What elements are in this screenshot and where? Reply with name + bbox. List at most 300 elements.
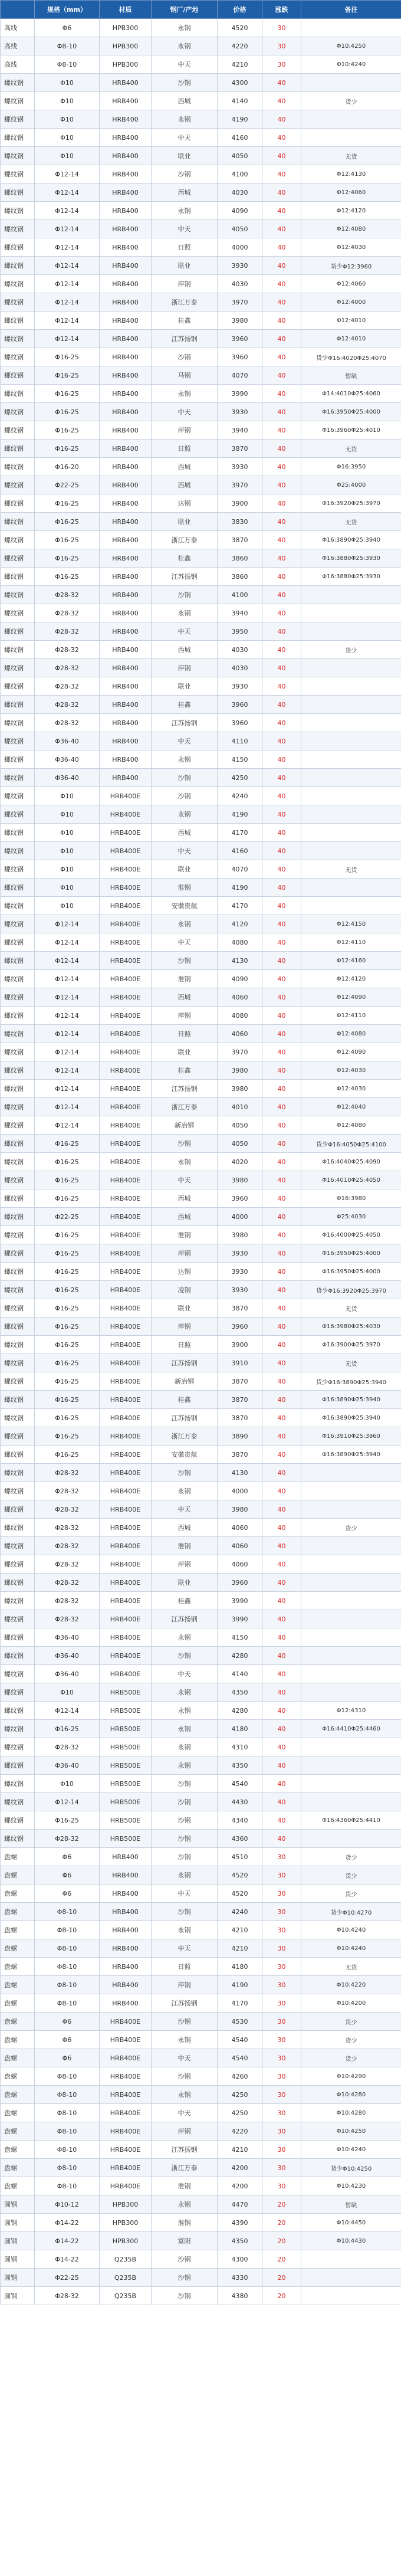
cell-material: HRB400E — [100, 2122, 152, 2141]
cell-mill: 沙钢 — [152, 1775, 218, 1793]
cell-change: 40 — [262, 1208, 301, 1226]
cell-change: 40 — [262, 696, 301, 714]
cell-mill: 西城 — [152, 183, 218, 202]
cell-spec: Φ36-40 — [35, 750, 100, 769]
cell-change: 40 — [262, 1683, 301, 1702]
cell-price: 3870 — [218, 1391, 262, 1409]
table-row — [1, 1427, 401, 1446]
cell-price: 3980 — [218, 312, 262, 330]
cell-change: 40 — [262, 1830, 301, 1848]
table-row — [1, 1647, 401, 1665]
cell-material: HRB400E — [100, 933, 152, 952]
cell-note: Φ16:3880Φ25:3930 — [301, 549, 401, 568]
cell-variety: 螺纹钢 — [1, 1189, 35, 1208]
cell-price: 4100 — [218, 586, 262, 604]
cell-price: 3990 — [218, 1610, 262, 1628]
table-row — [1, 1555, 401, 1574]
cell-material: HRB400 — [100, 183, 152, 202]
cell-note: Φ16:3900Φ25:3970 — [301, 1336, 401, 1354]
table-row — [1, 1226, 401, 1244]
cell-variety: 螺纹钢 — [1, 1665, 35, 1683]
table-row — [1, 1811, 401, 1830]
cell-mill: 中天 — [152, 732, 218, 750]
cell-variety: 螺纹钢 — [1, 1555, 35, 1574]
cell-material: HRB400 — [100, 366, 152, 385]
cell-variety: 螺纹钢 — [1, 348, 35, 366]
cell-price: 3890 — [218, 1427, 262, 1446]
cell-material: HRB400E — [100, 2141, 152, 2159]
cell-material: HRB400 — [100, 1866, 152, 1885]
cell-note: Φ12:4120 — [301, 970, 401, 988]
cell-mill: 永钢 — [152, 2195, 218, 2214]
cell-mill: 联业 — [152, 1043, 218, 1061]
cell-material: HRB400E — [100, 1281, 152, 1299]
cell-note: Φ12:4080 — [301, 1025, 401, 1043]
cell-price: 4020 — [218, 1153, 262, 1171]
table-row — [1, 677, 401, 696]
cell-note: Φ12:4090 — [301, 988, 401, 1007]
cell-material: HRB400E — [100, 2086, 152, 2104]
cell-mill: 江苏扬钢 — [152, 2141, 218, 2159]
cell-spec: Φ12-14 — [35, 1025, 100, 1043]
cell-price: 4050 — [218, 147, 262, 165]
cell-price: 4060 — [218, 1555, 262, 1574]
cell-mill: 中天 — [152, 1665, 218, 1683]
cell-material: HRB400E — [100, 1446, 152, 1464]
cell-price: 4010 — [218, 1098, 262, 1116]
cell-price: 3930 — [218, 1281, 262, 1299]
cell-change: 40 — [262, 330, 301, 348]
cell-note — [301, 2269, 401, 2287]
cell-spec: Φ16-25 — [35, 1263, 100, 1281]
cell-mill: 中天 — [152, 1885, 218, 1903]
cell-variety: 高线 — [1, 19, 35, 37]
cell-change: 40 — [262, 1025, 301, 1043]
cell-material: HRB400 — [100, 165, 152, 183]
cell-material: HRB400 — [100, 238, 152, 257]
cell-variety: 螺纹钢 — [1, 1756, 35, 1775]
cell-note: Φ10:4450 — [301, 2214, 401, 2232]
cell-spec: Φ16-25 — [35, 1153, 100, 1171]
cell-note: Φ16:3890Φ25:3940 — [301, 1409, 401, 1427]
cell-material: HRB400E — [100, 805, 152, 824]
cell-spec: Φ28-32 — [35, 1537, 100, 1555]
table-row — [1, 842, 401, 860]
table-row — [1, 1921, 401, 1939]
cell-spec: Φ10 — [35, 824, 100, 842]
cell-material: HRB400E — [100, 897, 152, 915]
cell-price: 4350 — [218, 1756, 262, 1775]
cell-price: 3910 — [218, 1354, 262, 1372]
cell-material: HRB400E — [100, 1665, 152, 1683]
cell-note: Φ10:4280 — [301, 2086, 401, 2104]
cell-spec: Φ16-25 — [35, 1135, 100, 1153]
cell-mill: 沙钢 — [152, 74, 218, 92]
cell-price: 4170 — [218, 897, 262, 915]
cell-change: 30 — [262, 1848, 301, 1866]
cell-price: 3980 — [218, 1226, 262, 1244]
cell-note: Φ10:4200 — [301, 1994, 401, 2013]
cell-change: 40 — [262, 933, 301, 952]
cell-mill: 江苏扬钢 — [152, 1409, 218, 1427]
cell-change: 40 — [262, 275, 301, 293]
cell-price: 4250 — [218, 2086, 262, 2104]
cell-mill: 永钢 — [152, 750, 218, 769]
cell-change: 30 — [262, 1976, 301, 1994]
cell-material: HRB400 — [100, 74, 152, 92]
table-row — [1, 129, 401, 147]
cell-spec: Φ10 — [35, 842, 100, 860]
cell-variety: 螺纹钢 — [1, 1464, 35, 1482]
table-body — [1, 19, 401, 2305]
table-header-row — [1, 1, 401, 19]
cell-change: 40 — [262, 1720, 301, 1738]
cell-mill: 沙钢 — [152, 769, 218, 787]
cell-note — [301, 805, 401, 824]
table-row — [1, 1994, 401, 2013]
cell-variety: 螺纹钢 — [1, 622, 35, 641]
cell-material: HRB400 — [100, 220, 152, 238]
cell-spec: Φ10 — [35, 879, 100, 897]
cell-spec: Φ10 — [35, 897, 100, 915]
cell-spec: Φ16-25 — [35, 1427, 100, 1446]
cell-material: HRB400 — [100, 1848, 152, 1866]
cell-change: 40 — [262, 220, 301, 238]
cell-variety: 螺纹钢 — [1, 732, 35, 750]
cell-note: 货少Φ16:3890Φ25:3940 — [301, 1372, 401, 1391]
cell-mill: 沙钢 — [152, 1793, 218, 1811]
cell-change: 20 — [262, 2232, 301, 2250]
cell-spec: Φ16-25 — [35, 1226, 100, 1244]
cell-material: HRB400E — [100, 1080, 152, 1098]
table-row — [1, 421, 401, 440]
cell-change: 40 — [262, 1427, 301, 1446]
cell-spec: Φ28-32 — [35, 1482, 100, 1500]
cell-material: HRB400E — [100, 1610, 152, 1628]
cell-note: Φ16:3980 — [301, 1189, 401, 1208]
cell-note: Φ12:4080 — [301, 1116, 401, 1135]
cell-spec: Φ28-32 — [35, 1738, 100, 1756]
cell-price: 4120 — [218, 915, 262, 933]
table-row — [1, 2287, 401, 2305]
cell-price: 3960 — [218, 714, 262, 732]
cell-note — [301, 19, 401, 37]
table-row — [1, 897, 401, 915]
cell-note: Φ12:4090 — [301, 1043, 401, 1061]
cell-price: 3990 — [218, 385, 262, 403]
cell-variety: 螺纹钢 — [1, 1135, 35, 1153]
cell-variety: 螺纹钢 — [1, 568, 35, 586]
cell-price: 4070 — [218, 366, 262, 385]
cell-spec: Φ16-25 — [35, 348, 100, 366]
table-row — [1, 1318, 401, 1336]
cell-note: 无货 — [301, 1958, 401, 1976]
cell-spec: Φ16-25 — [35, 1720, 100, 1738]
cell-change: 40 — [262, 1519, 301, 1537]
cell-change: 40 — [262, 1610, 301, 1628]
cell-mill: 沙钢 — [152, 1848, 218, 1866]
cell-price: 4060 — [218, 988, 262, 1007]
cell-variety: 螺纹钢 — [1, 1116, 35, 1135]
cell-material: HRB400 — [100, 513, 152, 531]
table-row — [1, 1391, 401, 1409]
table-row — [1, 1939, 401, 1958]
table-row — [1, 1537, 401, 1555]
cell-mill: 桂鑫 — [152, 696, 218, 714]
cell-spec: Φ12-14 — [35, 275, 100, 293]
cell-spec: Φ8-10 — [35, 2141, 100, 2159]
cell-note — [301, 1628, 401, 1647]
cell-mill: 中天 — [152, 403, 218, 421]
cell-note — [301, 1537, 401, 1555]
table-row — [1, 696, 401, 714]
cell-mill: 沙钢 — [152, 1464, 218, 1482]
cell-note — [301, 842, 401, 860]
table-row — [1, 2177, 401, 2195]
cell-note — [301, 787, 401, 805]
cell-variety: 螺纹钢 — [1, 312, 35, 330]
cell-mill: 萍钢 — [152, 421, 218, 440]
cell-material: HRB400 — [100, 494, 152, 513]
cell-variety: 盘螺 — [1, 2013, 35, 2031]
cell-variety: 螺纹钢 — [1, 842, 35, 860]
cell-mill: 日照 — [152, 1336, 218, 1354]
cell-spec: Φ16-25 — [35, 549, 100, 568]
cell-spec: Φ10 — [35, 92, 100, 110]
cell-change: 20 — [262, 2214, 301, 2232]
cell-price: 4310 — [218, 1738, 262, 1756]
table-row — [1, 1464, 401, 1482]
table-row — [1, 1665, 401, 1683]
cell-spec: Φ36-40 — [35, 769, 100, 787]
table-row — [1, 1830, 401, 1848]
cell-change: 40 — [262, 1171, 301, 1189]
cell-variety: 螺纹钢 — [1, 1793, 35, 1811]
cell-price: 4430 — [218, 1793, 262, 1811]
cell-material: Q235B — [100, 2269, 152, 2287]
cell-spec: Φ16-25 — [35, 1811, 100, 1830]
cell-spec: Φ16-25 — [35, 1299, 100, 1318]
cell-spec: Φ16-25 — [35, 1391, 100, 1409]
cell-variety: 螺纹钢 — [1, 1391, 35, 1409]
table-row — [1, 1208, 401, 1226]
cell-mill: 西城 — [152, 824, 218, 842]
cell-mill: 萍钢 — [152, 1555, 218, 1574]
cell-variety: 螺纹钢 — [1, 238, 35, 257]
cell-note: Φ12:4160 — [301, 952, 401, 970]
cell-spec: Φ12-14 — [35, 202, 100, 220]
table-row — [1, 2195, 401, 2214]
cell-change: 20 — [262, 2269, 301, 2287]
header-price: 价格 — [218, 1, 262, 19]
cell-mill: 永钢 — [152, 202, 218, 220]
cell-variety: 螺纹钢 — [1, 1720, 35, 1738]
cell-change: 40 — [262, 897, 301, 915]
cell-mill: 沙钢 — [152, 348, 218, 366]
cell-price: 4520 — [218, 19, 262, 37]
cell-change: 40 — [262, 860, 301, 879]
cell-spec: Φ28-32 — [35, 696, 100, 714]
header-note: 备注 — [301, 1, 401, 19]
cell-mill: 沙钢 — [152, 1830, 218, 1848]
cell-change: 20 — [262, 2250, 301, 2269]
cell-material: HRB400 — [100, 531, 152, 549]
cell-variety: 高线 — [1, 37, 35, 55]
cell-mill: 西城 — [152, 476, 218, 494]
cell-price: 4140 — [218, 1665, 262, 1683]
table-row — [1, 622, 401, 641]
cell-spec: Φ28-32 — [35, 1610, 100, 1628]
cell-spec: Φ12-14 — [35, 1043, 100, 1061]
cell-note: Φ10:4280 — [301, 2104, 401, 2122]
cell-variety: 螺纹钢 — [1, 1702, 35, 1720]
cell-note: 无货 — [301, 1299, 401, 1318]
cell-price: 4260 — [218, 2067, 262, 2086]
cell-material: HRB400 — [100, 732, 152, 750]
cell-variety: 圆钢 — [1, 2195, 35, 2214]
cell-note — [301, 769, 401, 787]
table-row — [1, 1976, 401, 1994]
cell-spec: Φ36-40 — [35, 1756, 100, 1775]
cell-material: HRB400 — [100, 440, 152, 458]
cell-mill: 安徽贵航 — [152, 897, 218, 915]
cell-material: Q235B — [100, 2287, 152, 2305]
cell-change: 40 — [262, 1628, 301, 1647]
cell-change: 20 — [262, 2195, 301, 2214]
table-row — [1, 440, 401, 458]
cell-note: Φ12:4310 — [301, 1702, 401, 1720]
cell-note: Φ16:3950Φ25:4000 — [301, 1244, 401, 1263]
cell-note: 货少 — [301, 92, 401, 110]
cell-material: HRB400E — [100, 1116, 152, 1135]
cell-material: HRB400 — [100, 750, 152, 769]
cell-variety: 螺纹钢 — [1, 330, 35, 348]
cell-change: 40 — [262, 238, 301, 257]
cell-note: Φ12:4130 — [301, 165, 401, 183]
cell-price: 4080 — [218, 1007, 262, 1025]
cell-spec: Φ28-32 — [35, 1592, 100, 1610]
cell-variety: 螺纹钢 — [1, 275, 35, 293]
cell-price: 4090 — [218, 202, 262, 220]
cell-material: HRB400 — [100, 568, 152, 586]
cell-price: 3960 — [218, 1318, 262, 1336]
cell-material: HRB400E — [100, 1354, 152, 1372]
cell-change: 40 — [262, 1446, 301, 1464]
cell-material: HRB400 — [100, 769, 152, 787]
cell-mill: 达钢 — [152, 1263, 218, 1281]
cell-change: 30 — [262, 2067, 301, 2086]
cell-variety: 盘螺 — [1, 2141, 35, 2159]
cell-variety: 盘螺 — [1, 2159, 35, 2177]
cell-change: 40 — [262, 147, 301, 165]
table-row — [1, 348, 401, 366]
cell-price: 4350 — [218, 2232, 262, 2250]
cell-material: HRB400 — [100, 385, 152, 403]
cell-variety: 螺纹钢 — [1, 220, 35, 238]
cell-price: 3980 — [218, 1171, 262, 1189]
cell-variety: 螺纹钢 — [1, 696, 35, 714]
cell-note: Φ12:4150 — [301, 915, 401, 933]
cell-note: Φ12:4030 — [301, 1061, 401, 1080]
table-row — [1, 732, 401, 750]
cell-price: 4050 — [218, 1116, 262, 1135]
table-row — [1, 659, 401, 677]
cell-mill: 淮钢 — [152, 1537, 218, 1555]
cell-material: HRB400E — [100, 1555, 152, 1574]
cell-note: Φ16:3890Φ25:3940 — [301, 531, 401, 549]
cell-spec: Φ12-14 — [35, 1702, 100, 1720]
cell-spec: Φ16-20 — [35, 458, 100, 476]
cell-spec: Φ8-10 — [35, 2122, 100, 2141]
cell-mill: 沙钢 — [152, 2269, 218, 2287]
cell-mill: 永钢 — [152, 110, 218, 129]
cell-spec: Φ12-14 — [35, 1061, 100, 1080]
cell-spec: Φ12-14 — [35, 1007, 100, 1025]
cell-variety: 螺纹钢 — [1, 1592, 35, 1610]
cell-material: HRB400 — [100, 312, 152, 330]
cell-price: 3970 — [218, 1043, 262, 1061]
cell-material: HRB400 — [100, 586, 152, 604]
cell-change: 40 — [262, 970, 301, 988]
cell-material: HPB300 — [100, 2214, 152, 2232]
cell-mill: 永钢 — [152, 1866, 218, 1885]
table-row — [1, 366, 401, 385]
cell-note — [301, 1756, 401, 1775]
cell-variety: 高线 — [1, 55, 35, 74]
cell-variety: 螺纹钢 — [1, 1647, 35, 1665]
cell-spec: Φ12-14 — [35, 293, 100, 312]
table-row — [1, 37, 401, 55]
cell-price: 3870 — [218, 440, 262, 458]
cell-change: 40 — [262, 165, 301, 183]
table-row — [1, 1080, 401, 1098]
cell-change: 40 — [262, 641, 301, 659]
cell-mill: 淮钢 — [152, 1226, 218, 1244]
cell-spec: Φ16-25 — [35, 494, 100, 513]
cell-spec: Φ12-14 — [35, 165, 100, 183]
table-row — [1, 257, 401, 275]
cell-change: 40 — [262, 1318, 301, 1336]
cell-change: 30 — [262, 1903, 301, 1921]
table-row — [1, 787, 401, 805]
table-row — [1, 202, 401, 220]
cell-change: 40 — [262, 1537, 301, 1555]
cell-material: HRB400 — [100, 659, 152, 677]
table-row — [1, 74, 401, 92]
cell-mill: 中天 — [152, 1500, 218, 1519]
cell-note: Φ10:4240 — [301, 1939, 401, 1958]
cell-change: 40 — [262, 257, 301, 275]
cell-price: 4130 — [218, 1464, 262, 1482]
table-row — [1, 879, 401, 897]
cell-price: 4100 — [218, 165, 262, 183]
cell-variety: 螺纹钢 — [1, 1775, 35, 1793]
cell-spec: Φ16-25 — [35, 1244, 100, 1263]
cell-price: 4190 — [218, 805, 262, 824]
cell-mill: 桂鑫 — [152, 549, 218, 568]
cell-mill: 沙钢 — [152, 1811, 218, 1830]
table-row — [1, 1903, 401, 1921]
table-row — [1, 513, 401, 531]
cell-change: 40 — [262, 1482, 301, 1500]
table-row — [1, 531, 401, 549]
cell-price: 3930 — [218, 257, 262, 275]
cell-price: 3930 — [218, 458, 262, 476]
cell-change: 40 — [262, 769, 301, 787]
cell-mill: 桂鑫 — [152, 1391, 218, 1409]
cell-spec: Φ28-32 — [35, 586, 100, 604]
cell-note — [301, 1592, 401, 1610]
